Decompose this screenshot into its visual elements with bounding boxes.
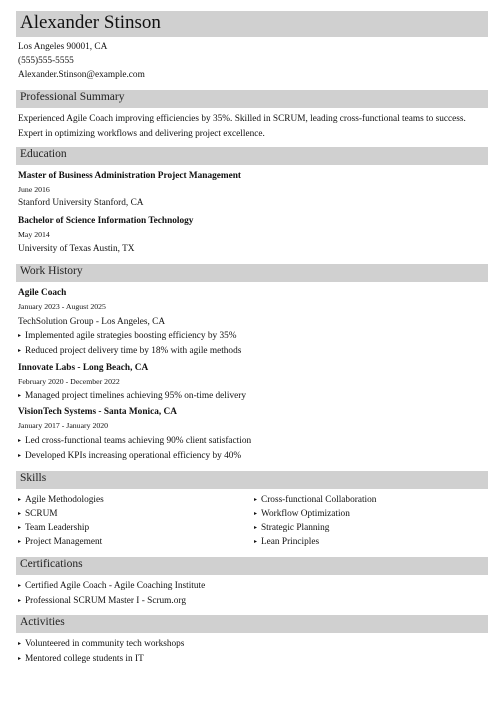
section-title: Certifications	[20, 558, 83, 570]
triangle-bullet-icon: ▸	[254, 525, 258, 531]
triangle-bullet-icon: ▸	[18, 348, 22, 354]
triangle-bullet-icon: ▸	[18, 656, 22, 662]
contact-phone: (555)555-5555	[18, 56, 74, 66]
summary-text: Experienced Agile Coach improving efficiencies by 35%. Skilled in SCRUM, leading cross-functional teams to success. Expert in optimizing workflows and delivering project excellence.	[18, 114, 466, 139]
section-title: Skills	[20, 472, 47, 484]
job-title: Innovate Labs - Long Beach, CA	[18, 363, 149, 373]
job-company: TechSolution Group - Los Angeles, CA	[18, 317, 166, 327]
triangle-bullet-icon: ▸	[18, 641, 22, 647]
job-dates: February 2020 - December 2022	[18, 377, 120, 386]
job-title: VisionTech Systems - Santa Monica, CA	[18, 407, 177, 417]
resume-page: Alexander Stinson Los Angeles 90001, CA (555)555-5555 Alexander.Stinson@example.com Professional Summary Experienced Agile Coach improving efficiencies by 35%. Skilled in SCRUM, leading cross-functional teams to success. Expert in optimizing workflows and delivering project excellence. Education Master of Business Administration Project Management June 2016 Stanford University Stanford, CA Bachelor of Science Information Technology May 2014 University of Texas Austin, TX Work History Agile Coach January 2023 - August 2025 TechSolution Group - Los Angeles, CA ▸ Implemented agile strategies boosting efficiency by 35% ▸ Reduced project delivery time by 18% with agile methods Innovate Labs - Long Beach, CA February 2020 - December 2022 ▸ Managed project timelines achieving 95% on-time delivery VisionTech Systems - Santa Monica, CA January 2017 - January 2020 ▸ Led cross-functional teams achieving 90% client satisfaction ▸ Developed KPIs increasing operational efficiency by 40% Skills ▸ Agile Methodologies ▸ SCRUM ▸ Team Leadership ▸ Project Management ▸ Cross-functional Collaboration ▸ Workflow Optimization ▸ Strategic Planning ▸ Lean Principles Certifications ▸ Certified Agile Coach - Agile Coaching Institute ▸ Professional SCRUM Master I - Scrum.org Activities ▸ Volunteered in community tech workshops ▸ Mentored college students in IT	[0, 0, 500, 704]
triangle-bullet-icon: ▸	[18, 393, 22, 399]
section-header-certifications	[16, 557, 488, 575]
education-date: June 2016	[18, 185, 50, 194]
education-school: University of Texas Austin, TX	[18, 244, 135, 254]
education-date: May 2014	[18, 230, 50, 239]
triangle-bullet-icon: ▸	[18, 598, 22, 604]
triangle-bullet-icon: ▸	[254, 511, 258, 517]
triangle-bullet-icon: ▸	[18, 333, 22, 339]
candidate-name: Alexander Stinson	[20, 12, 161, 33]
triangle-bullet-icon: ▸	[18, 525, 22, 531]
section-title: Education	[20, 148, 67, 160]
section-header-education	[16, 147, 488, 165]
section-header-work	[16, 264, 488, 282]
section-header-activities	[16, 615, 488, 633]
section-title: Professional Summary	[20, 91, 125, 103]
contact-address: Los Angeles 90001, CA	[18, 42, 108, 52]
triangle-bullet-icon: ▸	[18, 453, 22, 459]
section-title: Activities	[20, 616, 65, 628]
triangle-bullet-icon: ▸	[18, 539, 22, 545]
triangle-bullet-icon: ▸	[18, 511, 22, 517]
triangle-bullet-icon: ▸	[18, 497, 22, 503]
triangle-bullet-icon: ▸	[18, 583, 22, 589]
section-title: Work History	[20, 265, 83, 277]
section-header-skills	[16, 471, 488, 489]
job-title: Agile Coach	[18, 288, 67, 298]
section-header-summary	[16, 90, 488, 108]
triangle-bullet-icon: ▸	[254, 539, 258, 545]
name-header	[16, 11, 488, 37]
job-dates: January 2023 - August 2025	[18, 302, 106, 311]
job-dates: January 2017 - January 2020	[18, 421, 109, 430]
triangle-bullet-icon: ▸	[18, 438, 22, 444]
education-school: Stanford University Stanford, CA	[18, 198, 144, 208]
contact-email: Alexander.Stinson@example.com	[18, 70, 145, 80]
education-degree: Master of Business Administration Project Management	[18, 171, 242, 181]
education-degree: Bachelor of Science Information Technology	[18, 216, 194, 226]
triangle-bullet-icon: ▸	[254, 497, 258, 503]
